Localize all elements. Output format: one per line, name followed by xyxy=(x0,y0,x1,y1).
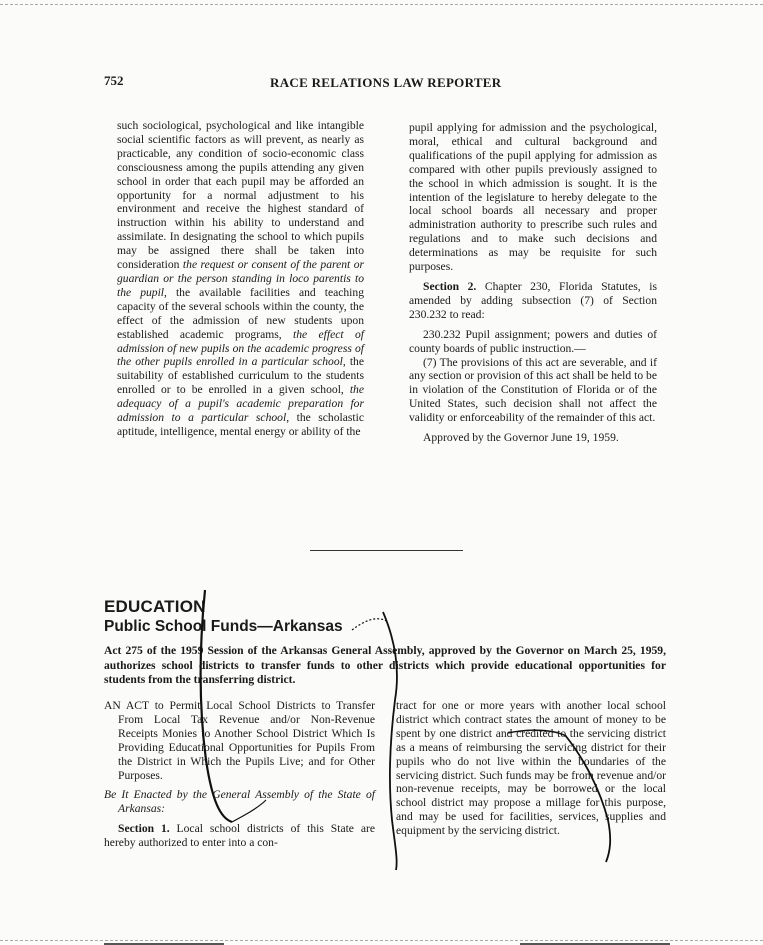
column-left-bottom xyxy=(104,699,375,850)
bottom-scan-edge xyxy=(0,940,763,941)
page-number: 752 xyxy=(104,73,124,88)
paragraph-contract-terms: tract for one or more years with another local school district which contract states the amount of money to be spent by one district and credited to the servicing district as a means of reimbursing the servicing district for their pupils who do not live within the boundaries of the servicing district. Such funds may be from revenue and/or non-revenue receipts, may be borrowed or the local school district may propose a millage for this purpose, and may be used for facilities, services, supplies and equipment by the servicing district. xyxy=(396,699,666,838)
paragraph-section-1 xyxy=(104,822,375,850)
paragraph-assignment-factors xyxy=(117,119,364,439)
act-summary: Act 275 of the 1959 Session of the Arkansas General Assembly, approved by the Governor on March 25, 1959, authorizes school districts to transfer funds to other districts which provide educational opportunities for students from the transferring district. xyxy=(104,644,666,686)
text-run: , the suitability of established curriculum to the students enrolled or to be enrolled in a given school, xyxy=(117,355,364,397)
text-run: , the available facilities and teaching capacity of the several schools within the county, the effect of the admission of new students upon established academic programs, xyxy=(117,285,364,341)
column-right-bottom xyxy=(396,699,666,838)
italic-run: the adequacy of a pupil's academic preparation for admission to a particular school xyxy=(117,383,364,425)
pen-stroke xyxy=(352,619,388,630)
section-divider xyxy=(310,550,463,551)
section-label: Section 1. xyxy=(118,822,170,836)
section-title: EDUCATION xyxy=(104,597,206,616)
text-run: , the scholastic aptitude, intelligence, mental energy or ability of the xyxy=(117,411,364,438)
italic-run: the effect of admission of new pupils on the academic progress of the other pupils enrolled in a particular school xyxy=(117,327,364,369)
paragraph-severability: (7) The provisions of this act are severable, and if any section or provision of this act shall be held to be in violation of the Constitution of Florida or of the United States, such decision shall not affect the validity or enforceability of the remainder of this act. xyxy=(409,355,657,425)
running-head: RACE RELATIONS LAW REPORTER xyxy=(270,75,502,90)
italic-run: the request or consent of the parent or guardian or the person standing in loco parentis to the pupil xyxy=(117,258,364,299)
text-run: Local school districts of this State are hereby authorized to enter into a con- xyxy=(104,822,375,850)
text-run: Chapter 230, Florida Statutes, is amended by adding subsection (7) of Section 230.232 to read: xyxy=(409,279,657,321)
column-right-top xyxy=(409,121,657,445)
column-left-top xyxy=(117,119,364,439)
top-scan-edge xyxy=(0,4,763,5)
text-run: such sociological, psychological and like intangible social scientific factors as will prevent, as nearly as practicable, any condition of socio-economic class consciousness among the pupils attending any given school in order that each pupil may be afforded an opportunity for a normal adjustment to his environment and receive the highest standard of instruction within his ability to understand and assimilate. In designating the school to which pupils may be assigned there shall be taken into consideration xyxy=(117,119,364,272)
section-label: Section 2. xyxy=(423,279,477,293)
paragraph-statute-heading: 230.232 Pupil assignment; powers and duties of county boards of public instruction.— xyxy=(409,327,657,355)
enacting-clause: Be It Enacted by the General Assembly of the State of Arkansas: xyxy=(104,788,375,816)
paragraph-legislative-intent: pupil applying for admission and the psychological, moral, ethical and cultural background and qualifications of the pupil applying for admission as compared with other pupils previously assigned to the school in which admission is sought. It is the intention of the legislature to hereby delegate to the local school boards all necessary and proper administration authority to prescribe such rules and regulations and to make such decisions and determinations as may be requisite for such purposes. xyxy=(409,121,657,274)
approval-line: Approved by the Governor June 19, 1959. xyxy=(423,431,619,445)
paragraph-section-2 xyxy=(409,280,657,322)
section-subtitle: Public School Funds—Arkansas xyxy=(104,618,343,635)
act-title: AN ACT to Permit Local School Districts to Transfer From Local Tax Revenue and/or Non-Revenue Receipts Monies to Another School District Which Is Providing Educational Opportunities for Pupils From the District in Which the Pupils Live; and for Other Purposes. xyxy=(104,699,375,782)
